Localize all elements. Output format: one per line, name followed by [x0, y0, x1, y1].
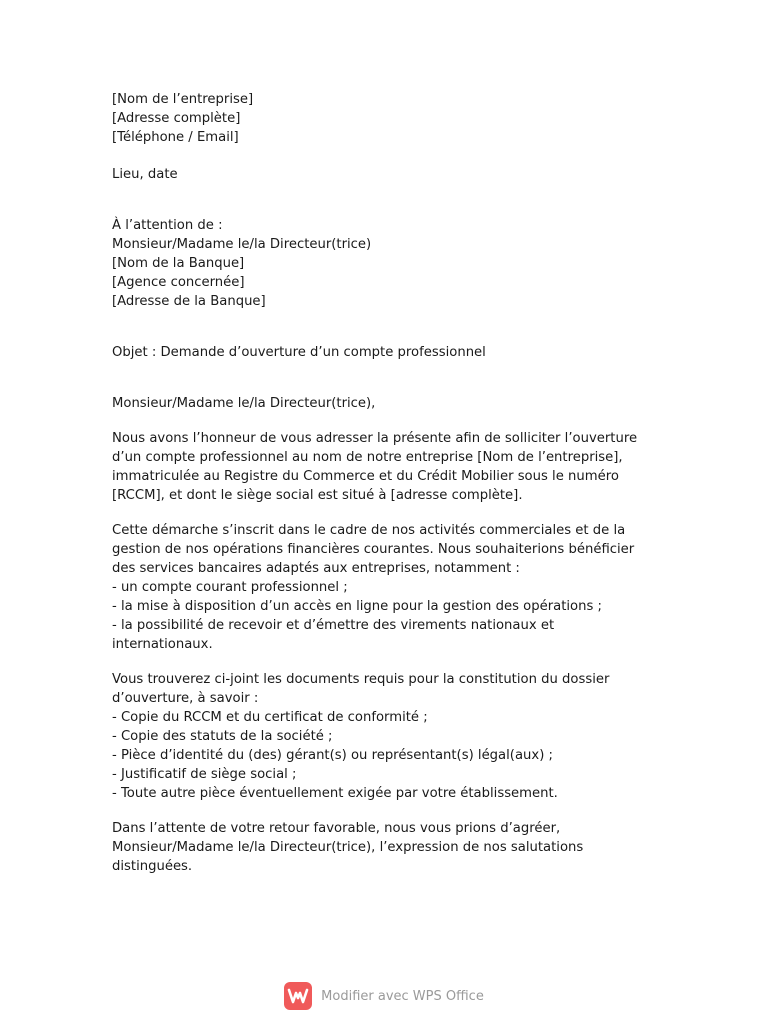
sender-block: [112, 90, 672, 147]
recipient-branch: [Agence concernée]: [112, 275, 245, 290]
sender-address: [Adresse complète]: [112, 111, 241, 126]
recipient-block: [112, 216, 672, 311]
list-item: - Copie du RCCM et du certificat de conformité ;: [112, 710, 428, 725]
paragraph-services: [112, 521, 672, 654]
place-date: Lieu, date: [112, 167, 178, 182]
list-item: internationaux.: [112, 637, 213, 652]
paragraph-line: d’un compte professionnel au nom de notre entreprise [Nom de l’entreprise],: [112, 450, 623, 465]
paragraph-request: [112, 429, 672, 505]
letter-subject: Objet : Demande d’ouverture d’un compte professionnel: [112, 345, 486, 360]
wps-edit-label[interactable]: Modifier avec WPS Office: [321, 988, 484, 1004]
sender-company: [Nom de l’entreprise]: [112, 92, 254, 107]
paragraph-line: immatriculée au Registre du Commerce et du Crédit Mobilier sous le numéro: [112, 469, 619, 484]
list-item: - Copie des statuts de la société ;: [112, 729, 333, 744]
paragraph-line: Cette démarche s’inscrit dans le cadre de nos activités commerciales et de la: [112, 523, 626, 538]
paragraph-line: distinguées.: [112, 859, 193, 874]
list-item: - Toute autre pièce éventuellement exigée par votre établissement.: [112, 786, 558, 801]
recipient-bank-address: [Adresse de la Banque]: [112, 294, 266, 309]
recipient-title: Monsieur/Madame le/la Directeur(trice): [112, 237, 372, 252]
paragraph-line: Dans l’attente de votre retour favorable, nous vous prions d’agréer,: [112, 821, 561, 836]
paragraph-closing: [112, 819, 672, 876]
wps-edit-link[interactable]: [0, 980, 768, 1012]
paragraph-documents: [112, 670, 672, 803]
paragraph-line: gestion de nos opérations financières courantes. Nous souhaiterions bénéficier: [112, 542, 635, 557]
list-item: - Justificatif de siège social ;: [112, 767, 297, 782]
list-item: - la mise à disposition d’un accès en ligne pour la gestion des opérations ;: [112, 599, 602, 614]
list-item: - la possibilité de recevoir et d’émettre des virements nationaux et: [112, 618, 555, 633]
list-item: - un compte courant professionnel ;: [112, 580, 348, 595]
paragraph-line: Vous trouverez ci-joint les documents requis pour la constitution du dossier: [112, 672, 610, 687]
recipient-bank-name: [Nom de la Banque]: [112, 256, 245, 271]
paragraph-line: Nous avons l’honneur de vous adresser la présente afin de solliciter l’ouverture: [112, 431, 638, 446]
paragraph-line: [RCCM], et dont le siège social est situé à [adresse complète].: [112, 488, 523, 503]
letter-page: [112, 90, 672, 876]
recipient-attention: À l’attention de :: [112, 218, 223, 233]
list-item: - Pièce d’identité du (des) gérant(s) ou représentant(s) légal(aux) ;: [112, 748, 553, 763]
paragraph-line: d’ouverture, à savoir :: [112, 691, 259, 706]
wps-office-logo-icon: [284, 982, 312, 1010]
sender-contact: [Téléphone / Email]: [112, 130, 239, 145]
paragraph-line: des services bancaires adaptés aux entreprises, notamment :: [112, 561, 520, 576]
letter-salutation: Monsieur/Madame le/la Directeur(trice),: [112, 396, 376, 411]
paragraph-line: Monsieur/Madame le/la Directeur(trice), l’expression de nos salutations: [112, 840, 584, 855]
